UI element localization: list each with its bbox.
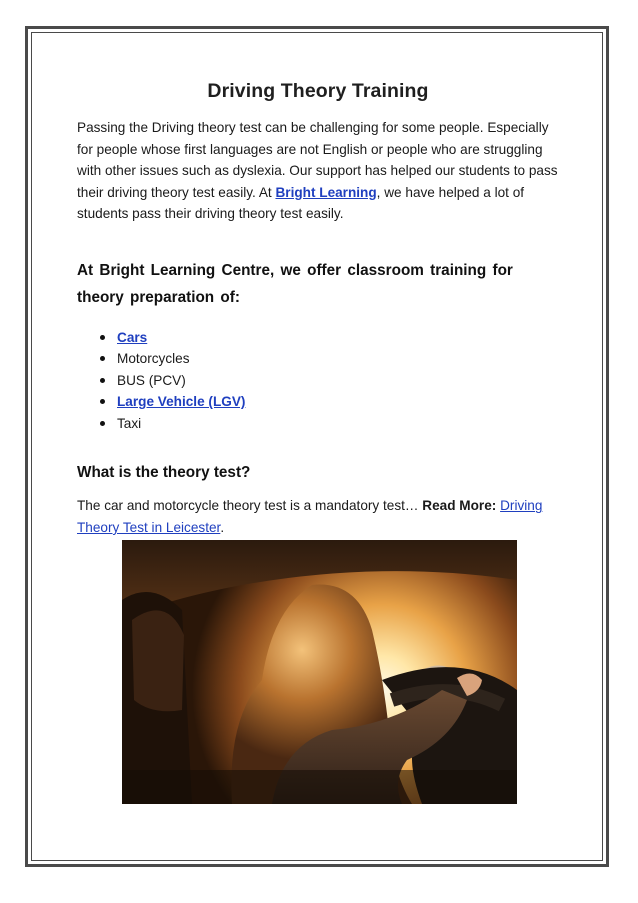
page-title: Driving Theory Training bbox=[207, 80, 429, 102]
theory-heading: What is the theory test? bbox=[77, 464, 251, 482]
list-item bbox=[77, 391, 559, 413]
cars-link[interactable]: Cars bbox=[117, 329, 148, 345]
theory-text-end: . bbox=[220, 519, 225, 535]
bright-learning-link[interactable]: Bright Learning bbox=[275, 184, 377, 200]
list-item bbox=[77, 327, 559, 349]
offer-heading: At Bright Learning Centre, we offer classroom training for theory preparation of: bbox=[77, 261, 513, 306]
bullet-icon bbox=[100, 421, 105, 426]
bullet-icon bbox=[100, 399, 105, 404]
bullet-icon bbox=[100, 356, 105, 361]
motorcycles-item: Motorcycles bbox=[117, 351, 190, 367]
course-list bbox=[77, 327, 559, 435]
driver-photo bbox=[122, 540, 517, 804]
intro-text-end: , we have helped a lot of students pass their driving theory test easily. bbox=[77, 184, 525, 221]
bullet-icon bbox=[100, 378, 105, 383]
bus-pcv-item: BUS (PCV) bbox=[117, 372, 186, 388]
driving-theory-test-link[interactable]: Driving Theory Test in Leicester bbox=[77, 498, 543, 535]
intro-paragraph bbox=[77, 117, 559, 225]
document-content bbox=[77, 80, 559, 538]
theory-paragraph bbox=[77, 495, 559, 538]
large-vehicle-link[interactable]: Large Vehicle (LGV) bbox=[117, 394, 246, 410]
intro-text-start: Passing the Driving theory test can be challenging for some people. Especially for people whose first languages are not English or people who are struggling with other issues such as dyslexia. Our support has helped our students to pass their driving theory test easily. At bbox=[77, 120, 558, 200]
list-item bbox=[77, 348, 559, 370]
list-item bbox=[77, 413, 559, 435]
list-item bbox=[77, 370, 559, 392]
taxi-item: Taxi bbox=[117, 415, 142, 431]
dashboard-shadow bbox=[122, 770, 517, 804]
bullet-icon bbox=[100, 335, 105, 340]
theory-text: The car and motorcycle theory test is a mandatory test… bbox=[77, 498, 423, 514]
seat-left bbox=[132, 610, 184, 711]
read-more-label: Read More: bbox=[422, 498, 497, 514]
